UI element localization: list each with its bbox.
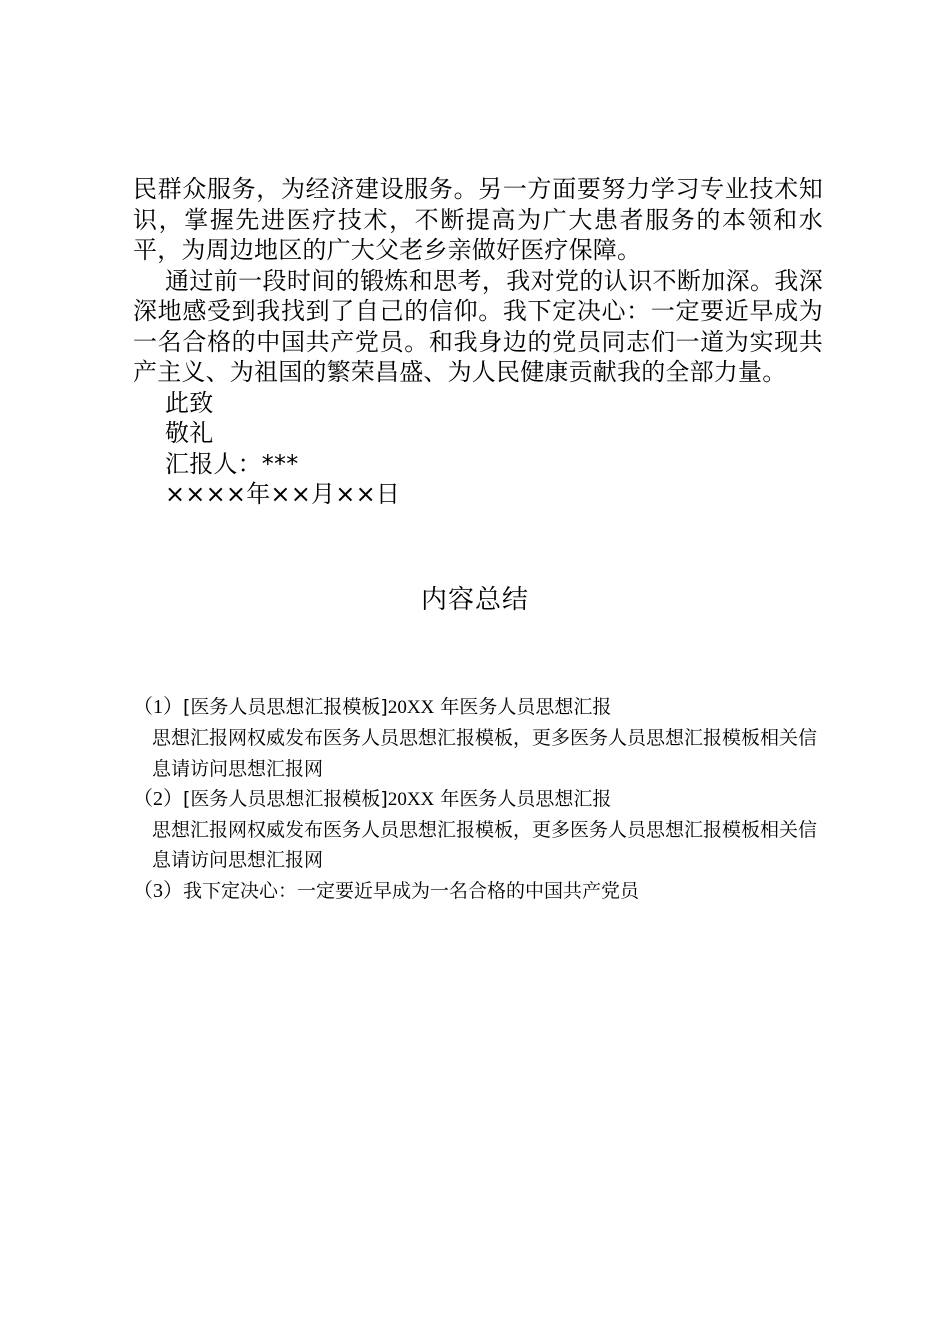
summary-title: 内容总结 xyxy=(420,585,529,615)
paragraph-continuation: 民群众服务，为经济建设服务。另一方面要努力学习专业技术知识，掌握先进医疗技术，不断提高为广大患者服务的本领和水平，为周边地区的广大父老乡亲做好医疗保障。 xyxy=(133,175,823,264)
summary-item-heading-suffix: 年医务人员思想汇报 xyxy=(434,696,612,718)
summary-item-number: （2） xyxy=(133,787,183,810)
summary-item-detail: 思想汇报网权威发布医务人员思想汇报模板，更多医务人员思想汇报模板相关信息请访问思想汇报网 xyxy=(152,727,818,780)
summary-item-number: （1） xyxy=(133,696,183,718)
closing-respect: 敬礼 xyxy=(165,419,214,447)
summary-item-heading xyxy=(133,692,823,723)
summary-item-detail: 思想汇报网权威发布医务人员思想汇报模板，更多医务人员思想汇报模板相关信息请访问思想汇报网 xyxy=(152,819,818,872)
closing-salutation: 此致 xyxy=(165,388,214,417)
summary-item-heading-suffix: 年医务人员思想汇报 xyxy=(434,787,612,810)
summary-item-text: 我下定决心：一定要近早成为一名合格的中国共产党员 xyxy=(183,879,640,902)
summary-item-number: （3） xyxy=(133,879,183,902)
date-line: ××××年××月××日 xyxy=(165,480,401,508)
summary-item-heading xyxy=(133,876,823,906)
signature-line: 汇报人：*** xyxy=(165,449,299,478)
summary-item-heading xyxy=(133,784,823,815)
paragraph-resolution: 通过前一段时间的锻炼和思考，我对党的认识不断加深。我深深地感受到我找到了自己的信仰。我下定决心：一定要近早成为一名合格的中国共产党员。和我身边的党员同志们一道为实现共产主义、为祖国的繁荣昌盛、为人民健康贡献我的全部力量。 xyxy=(133,266,823,386)
summary-item-heading-prefix: [医务人员思想汇报模板] xyxy=(183,696,388,718)
summary-item-heading-prefix: [医务人员思想汇报模板] xyxy=(183,787,388,810)
letter-body xyxy=(133,174,823,510)
summary-list xyxy=(133,692,823,906)
summary-item-heading-year: 20XX xyxy=(387,697,435,718)
summary-item-heading-year: 20XX xyxy=(387,788,435,810)
